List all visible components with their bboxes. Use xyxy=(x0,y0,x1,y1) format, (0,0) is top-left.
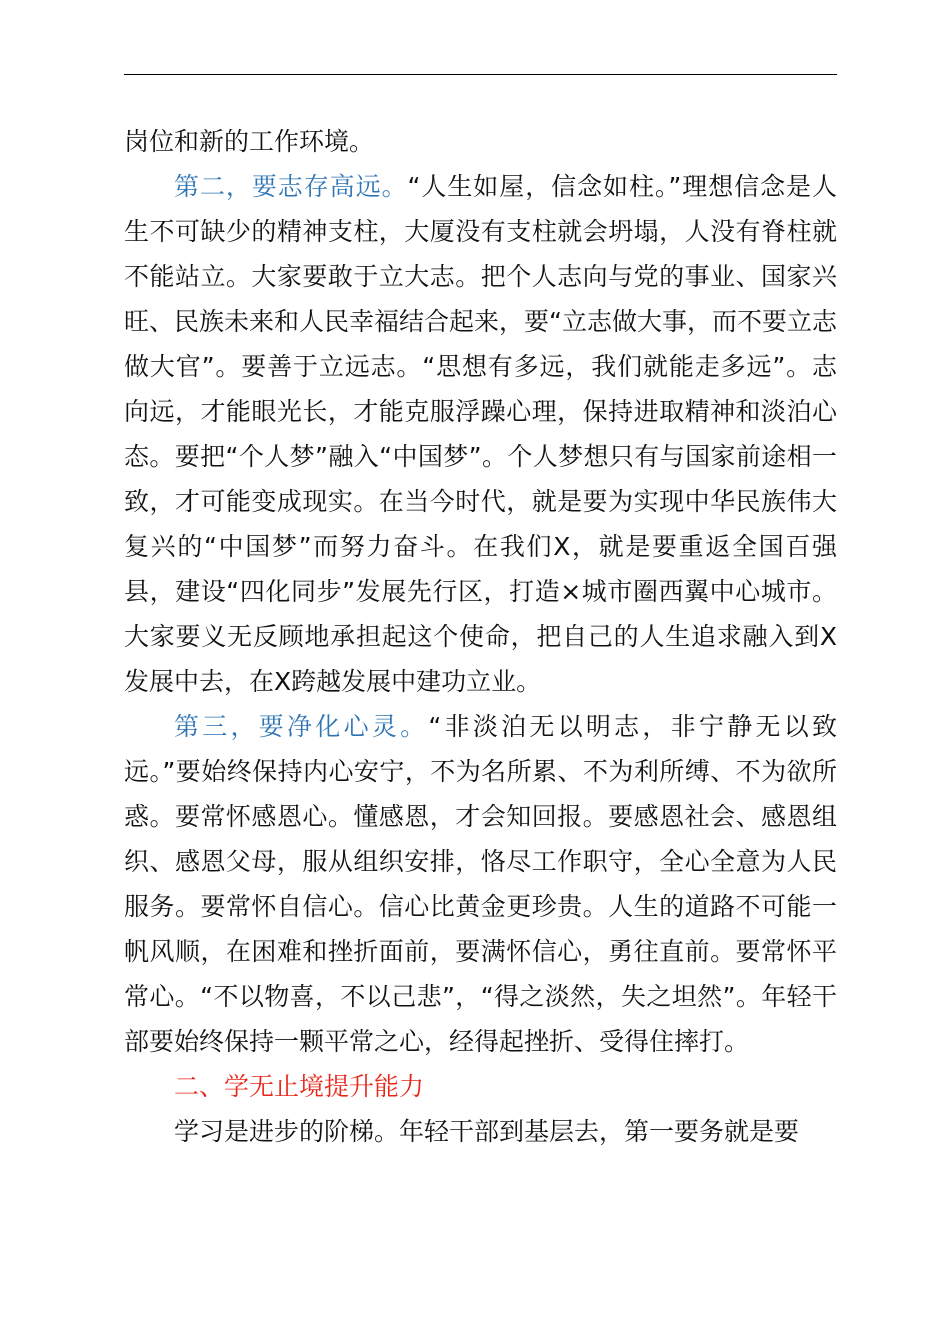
document-body xyxy=(124,119,837,1154)
section-heading: 二、学无止境提升能力 xyxy=(174,1072,425,1101)
continuation-paragraph xyxy=(124,119,837,164)
point-two-body: “人生如屋，信念如柱。”理想信念是人生不可缺少的精神支柱，大厦没有支柱就会坍塌，人没有脊柱就不能站立。大家要敢于立大志。把个人志向与党的事业、国家兴旺、民族未来和人民幸福结合起来，要“立志做大事，而不要立志做大官”。要善于立远志。“思想有多远，我们就能走多远”。志向远，才能眼光长，才能克服浮躁心理，保持进取精神和淡泊心态。要把“个人梦”融入“中国梦”。个人梦想只有与国家前途相一致，才可能变成现实。在当今时代，就是要为实现中华民族伟大复兴的“中国梦”而努力奋斗。在我们X，就是要重返全国百强县，建设“四化同步”发展先行区，打造×城市圈西翼中心城市。大家要义无反顾地承担起这个使命，把自己的人生追求融入到X发展中去，在X跨越发展中建功立业。 xyxy=(124,172,837,696)
continuation-text: 岗位和新的工作环境。 xyxy=(124,127,375,156)
point-three-body: “非淡泊无以明志，非宁静无以致远。”要始终保持内心安宁，不为名所累、不为利所缚、不为欲所惑。要常怀感恩心。懂感恩，才会知回报。要感恩社会、感恩组织、感恩父母，服从组织安排，恪尽工作职守，全心全意为人民服务。要常怀自信心。信心比黄金更珍贵。人生的道路不可能一帆风顺，在困难和挫折面前，要满怀信心，勇往直前。要常怀平常心。“不以物喜，不以己悲”，“得之淡然，失之坦然”。年轻干部要始终保持一颗平常之心，经得起挫折、受得住摔打。 xyxy=(124,712,837,1056)
point-three-paragraph xyxy=(124,704,837,1064)
header-rule xyxy=(124,74,837,75)
section-intro-text: 学习是进步的阶梯。年轻干部到基层去，第一要务就是要 xyxy=(174,1117,800,1146)
section-intro-paragraph xyxy=(124,1109,837,1154)
point-two-lead: 第二，要志存高远。 xyxy=(174,172,408,201)
point-two-paragraph xyxy=(124,164,837,704)
point-three-lead: 第三，要净化心灵。 xyxy=(174,712,429,741)
